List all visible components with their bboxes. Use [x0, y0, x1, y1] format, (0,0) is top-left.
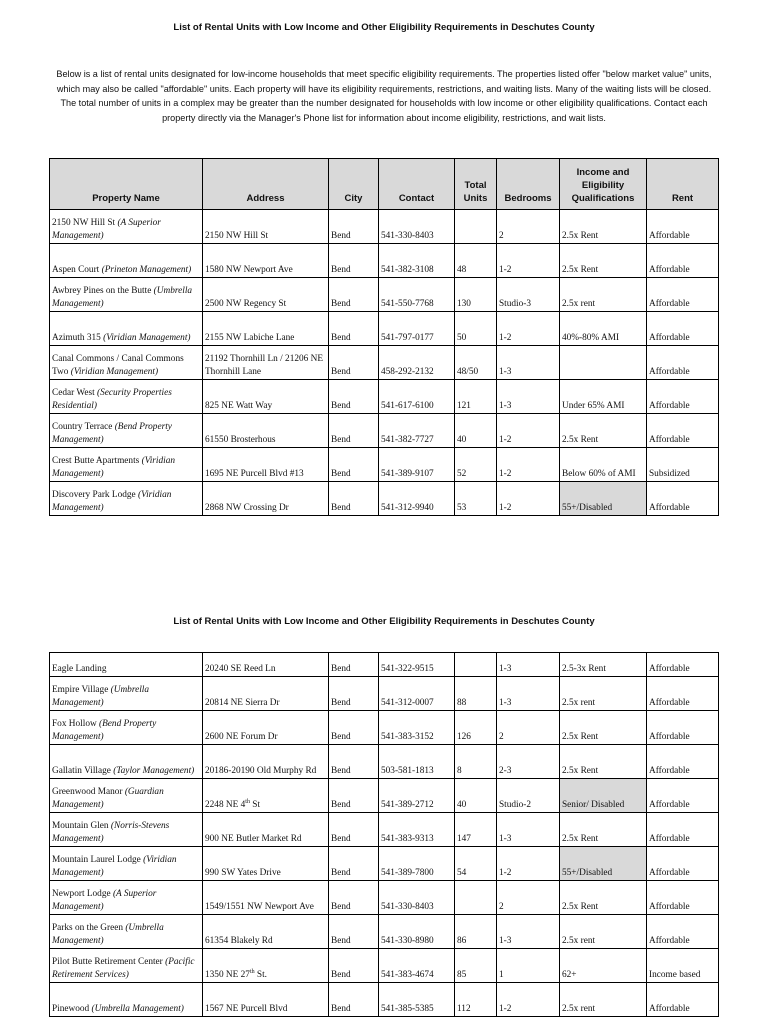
bedrooms-cell: 1-2	[497, 482, 560, 516]
address-cell	[203, 278, 329, 312]
contact-cell: 541-389-9107	[379, 448, 455, 482]
city-cell: Bend	[329, 278, 379, 312]
qualifications-cell: 55+/Disabled	[560, 482, 647, 516]
qualifications-cell: 2.5x Rent	[560, 711, 647, 745]
property-name: Newport Lodge	[52, 889, 111, 899]
management-company: (Bend Property Management)	[52, 719, 157, 742]
qualifications-cell: 2.5x rent	[560, 915, 647, 949]
property-name: 2150 NW Hill St	[52, 218, 116, 228]
units-cell: 147	[455, 813, 497, 847]
management-company: (Pacific Retirement Services)	[52, 957, 195, 980]
address-cell	[203, 677, 329, 711]
bedrooms-cell: 1-2	[497, 414, 560, 448]
table-row	[50, 711, 719, 745]
address-text: 990 SW Yates Drive	[205, 868, 281, 878]
table-row	[50, 312, 719, 346]
qualifications-cell	[560, 346, 647, 380]
contact-cell: 541-550-7768	[379, 278, 455, 312]
property-name: Canal Commons / Canal Commons Two	[52, 354, 184, 377]
table-row	[50, 414, 719, 448]
property-name-cell	[50, 847, 203, 881]
property-name-cell	[50, 881, 203, 915]
contact-cell: 458-292-2132	[379, 346, 455, 380]
contact-cell: 541-330-8403	[379, 210, 455, 244]
bedrooms-cell: 2	[497, 711, 560, 745]
contact-cell: 541-617-6100	[379, 380, 455, 414]
bedrooms-cell: 1-3	[497, 653, 560, 677]
property-name: Pilot Butte Retirement Center	[52, 957, 163, 967]
units-cell: 130	[455, 278, 497, 312]
table-row	[50, 653, 719, 677]
property-name: Empire Village	[52, 685, 109, 695]
address-cell	[203, 653, 329, 677]
city-cell: Bend	[329, 448, 379, 482]
units-cell: 85	[455, 949, 497, 983]
city-cell: Bend	[329, 414, 379, 448]
rent-cell: Affordable	[647, 983, 719, 1017]
table-row	[50, 278, 719, 312]
table-row	[50, 745, 719, 779]
address-text: 20814 NE Sierra Dr	[205, 698, 280, 708]
contact-cell: 541-383-9313	[379, 813, 455, 847]
address-cell	[203, 779, 329, 813]
management-company: (Guardian Management)	[52, 787, 164, 810]
bedrooms-cell: 1-2	[497, 312, 560, 346]
qualifications-cell: 2.5x Rent	[560, 745, 647, 779]
units-cell	[455, 653, 497, 677]
units-cell: 112	[455, 983, 497, 1017]
table-row	[50, 813, 719, 847]
address-text: 2600 NE Forum Dr	[205, 732, 278, 742]
contact-cell: 541-322-9515	[379, 653, 455, 677]
management-company: (Norris-Stevens Management)	[52, 821, 170, 844]
address-cell	[203, 346, 329, 380]
management-company: (Taylor Management)	[113, 766, 195, 776]
rent-cell: Income based	[647, 949, 719, 983]
units-cell: 126	[455, 711, 497, 745]
intro-paragraph: Below is a list of rental units designated for low-income households that meet specific eligibility requirements. The properties listed offer "below market value" units, which may also be called "affordable" units. Each property will have its eligibility requirements, restrictions, and waiting lists. Many of the waiting lists will be closed. The total number of units in a complex may be greater than the number designated for households with low income or other eligibility qualifications. Contact each property directly via the Manager's Phone list for information about income eligibility, restrictions, and wait lists.	[56, 69, 712, 123]
table-row	[50, 915, 719, 949]
city-cell: Bend	[329, 983, 379, 1017]
units-cell: 86	[455, 915, 497, 949]
city-cell: Bend	[329, 653, 379, 677]
bedrooms-cell: 1-2	[497, 847, 560, 881]
rental-table-page-1	[49, 158, 719, 516]
city-cell: Bend	[329, 779, 379, 813]
table-row	[50, 949, 719, 983]
qualifications-cell: Below 60% of AMI	[560, 448, 647, 482]
document-title-repeat: List of Rental Units with Low Income and Other Eligibility Requirements in Deschutes County	[173, 616, 595, 627]
header-units: Total Units	[455, 159, 497, 210]
units-cell: 53	[455, 482, 497, 516]
city-cell: Bend	[329, 677, 379, 711]
city-cell: Bend	[329, 244, 379, 278]
units-cell: 54	[455, 847, 497, 881]
table-row	[50, 779, 719, 813]
rent-cell: Affordable	[647, 482, 719, 516]
management-company: (Bend Property Management)	[52, 422, 172, 445]
property-name: Country Terrace	[52, 422, 113, 432]
rent-cell: Subsidized	[647, 448, 719, 482]
address-cell	[203, 210, 329, 244]
property-name-cell	[50, 983, 203, 1017]
address-cell	[203, 414, 329, 448]
qualifications-cell: 2.5x Rent	[560, 210, 647, 244]
bedrooms-cell: 1	[497, 949, 560, 983]
address-text: 900 NE Butler Market Rd	[205, 834, 302, 844]
qualifications-cell: 2.5x Rent	[560, 244, 647, 278]
property-name: Fox Hollow	[52, 719, 97, 729]
rent-cell: Affordable	[647, 312, 719, 346]
bedrooms-cell: 1-3	[497, 346, 560, 380]
rent-cell: Affordable	[647, 779, 719, 813]
contact-cell: 541-385-5385	[379, 983, 455, 1017]
address-text: 2500 NW Regency St	[205, 299, 287, 309]
address-cell	[203, 983, 329, 1017]
table-row	[50, 482, 719, 516]
qualifications-cell: 2.5x Rent	[560, 414, 647, 448]
rent-cell: Affordable	[647, 745, 719, 779]
property-name-cell	[50, 949, 203, 983]
address-cell	[203, 745, 329, 779]
address-text: 1695 NE Purcell Blvd #13	[205, 469, 304, 479]
units-cell: 40	[455, 414, 497, 448]
property-name: Crest Butte Apartments	[52, 456, 140, 466]
address-text: 61550 Brosterhous	[205, 435, 276, 445]
address-text: 1350 NE 27	[205, 970, 250, 980]
table-header-row	[50, 159, 719, 210]
property-name-cell	[50, 346, 203, 380]
table-row	[50, 847, 719, 881]
units-cell: 8	[455, 745, 497, 779]
units-cell: 52	[455, 448, 497, 482]
bedrooms-cell: Studio-3	[497, 278, 560, 312]
bedrooms-cell: 1-2	[497, 244, 560, 278]
address-text: 2150 NW Hill St	[205, 231, 269, 241]
table-row	[50, 983, 719, 1017]
units-cell: 121	[455, 380, 497, 414]
document-title: List of Rental Units with Low Income and Other Eligibility Requirements in Deschutes County	[173, 22, 595, 33]
property-name-cell	[50, 779, 203, 813]
management-company: (Viridian Management)	[52, 490, 172, 513]
property-name: Mountain Glen	[52, 821, 109, 831]
rent-cell: Affordable	[647, 677, 719, 711]
rent-cell: Affordable	[647, 380, 719, 414]
management-company: (Viridian Management)	[70, 367, 159, 377]
address-cell	[203, 847, 329, 881]
property-name-cell	[50, 745, 203, 779]
city-cell: Bend	[329, 346, 379, 380]
address-text: 1580 NW Newport Ave	[205, 265, 293, 275]
property-name-cell	[50, 244, 203, 278]
bedrooms-cell: 2-3	[497, 745, 560, 779]
table-row	[50, 380, 719, 414]
city-cell: Bend	[329, 847, 379, 881]
header-city: City	[329, 159, 379, 210]
address-text: 20240 SE Reed Ln	[205, 664, 276, 674]
table-row	[50, 881, 719, 915]
bedrooms-cell: 1-3	[497, 813, 560, 847]
header-rent: Rent	[647, 159, 719, 210]
units-cell: 48/50	[455, 346, 497, 380]
address-text: 20186-20190 Old Murphy Rd	[205, 766, 317, 776]
property-name: Eagle Landing	[52, 664, 107, 674]
contact-cell: 541-797-0177	[379, 312, 455, 346]
address-ordinal: th	[245, 798, 250, 805]
property-name: Awbrey Pines on the Butte	[52, 286, 152, 296]
contact-cell: 541-382-3108	[379, 244, 455, 278]
qualifications-cell: 2.5-3x Rent	[560, 653, 647, 677]
rent-cell: Affordable	[647, 278, 719, 312]
contact-cell: 541-382-7727	[379, 414, 455, 448]
address-cell	[203, 312, 329, 346]
management-company: (Viridian Management)	[103, 333, 191, 343]
bedrooms-cell: Studio-2	[497, 779, 560, 813]
address-cell	[203, 711, 329, 745]
city-cell: Bend	[329, 813, 379, 847]
property-name: Parks on the Green	[52, 923, 123, 933]
property-name: Azimuth 315	[52, 333, 101, 343]
management-company: (A Superior Management)	[52, 218, 161, 241]
city-cell: Bend	[329, 482, 379, 516]
property-name-cell	[50, 210, 203, 244]
units-cell: 48	[455, 244, 497, 278]
qualifications-cell: 2.5x rent	[560, 278, 647, 312]
property-name-cell	[50, 711, 203, 745]
address-text: 1567 NE Purcell Blvd	[205, 1004, 288, 1014]
management-company: (Umbrella Management)	[52, 923, 164, 946]
address-cell	[203, 482, 329, 516]
address-text: 1549/1551 NW Newport Ave	[205, 902, 314, 912]
property-name-cell	[50, 813, 203, 847]
city-cell: Bend	[329, 210, 379, 244]
property-name: Greenwood Manor	[52, 787, 123, 797]
property-name: Mountain Laurel Lodge	[52, 855, 141, 865]
rent-cell: Affordable	[647, 346, 719, 380]
rent-cell: Affordable	[647, 881, 719, 915]
table-row	[50, 244, 719, 278]
management-company: (Viridian Management)	[52, 855, 177, 878]
qualifications-cell: 62+	[560, 949, 647, 983]
units-cell	[455, 210, 497, 244]
address-text: 2155 NW Labiche Lane	[205, 333, 295, 343]
units-cell: 50	[455, 312, 497, 346]
qualifications-cell: Under 65% AMI	[560, 380, 647, 414]
property-name-cell	[50, 448, 203, 482]
header-property: Property Name	[50, 159, 203, 210]
rent-cell: Affordable	[647, 414, 719, 448]
property-name-cell	[50, 278, 203, 312]
contact-cell: 541-389-7800	[379, 847, 455, 881]
qualifications-cell: 2.5x Rent	[560, 881, 647, 915]
qualifications-cell: 2.5x rent	[560, 983, 647, 1017]
units-cell: 40	[455, 779, 497, 813]
address-cell	[203, 915, 329, 949]
property-name-cell	[50, 414, 203, 448]
table-row	[50, 677, 719, 711]
property-name: Cedar West	[52, 388, 95, 398]
contact-cell: 541-330-8403	[379, 881, 455, 915]
contact-cell: 541-312-9940	[379, 482, 455, 516]
management-company: (Umbrella Management)	[52, 685, 150, 708]
address-tail: St	[249, 800, 261, 810]
units-cell	[455, 881, 497, 915]
qualifications-cell: Senior/ Disabled	[560, 779, 647, 813]
address-ordinal: th	[249, 968, 255, 975]
property-name: Discovery Park Lodge	[52, 490, 136, 500]
management-company: (Prineton Management)	[101, 265, 192, 275]
table-row	[50, 448, 719, 482]
address-cell	[203, 881, 329, 915]
address-text: 825 NE Watt Way	[205, 401, 273, 411]
bedrooms-cell: 1-3	[497, 915, 560, 949]
rental-table-page-2	[49, 652, 719, 1017]
rent-cell: Affordable	[647, 244, 719, 278]
bedrooms-cell: 2	[497, 210, 560, 244]
property-name-cell	[50, 312, 203, 346]
management-company: (Security Properties Residential)	[52, 388, 172, 411]
header-contact: Contact	[379, 159, 455, 210]
property-name-cell	[50, 482, 203, 516]
rent-cell: Affordable	[647, 847, 719, 881]
qualifications-cell: 55+/Disabled	[560, 847, 647, 881]
address-cell	[203, 949, 329, 983]
qualifications-cell: 2.5x rent	[560, 677, 647, 711]
table-row	[50, 346, 719, 380]
address-text: 2248 NE 4	[205, 800, 246, 810]
address-cell	[203, 813, 329, 847]
qualifications-cell: 40%-80% AMI	[560, 312, 647, 346]
header-bedrooms: Bedrooms	[497, 159, 560, 210]
rent-cell: Affordable	[647, 813, 719, 847]
address-text: 61354 Blakely Rd	[205, 936, 273, 946]
management-company: (Umbrella Management)	[91, 1004, 184, 1014]
header-qualifications: Income and Eligibility Qualifications	[560, 159, 647, 210]
property-name-cell	[50, 915, 203, 949]
address-cell	[203, 448, 329, 482]
rent-cell: Affordable	[647, 653, 719, 677]
contact-cell: 503-581-1813	[379, 745, 455, 779]
address-cell	[203, 380, 329, 414]
bedrooms-cell: 1-2	[497, 983, 560, 1017]
management-company: (Viridian Management)	[52, 456, 176, 479]
address-tail: St.	[254, 970, 268, 980]
qualifications-cell: 2.5x Rent	[560, 813, 647, 847]
city-cell: Bend	[329, 949, 379, 983]
city-cell: Bend	[329, 380, 379, 414]
property-name: Aspen Court	[52, 265, 100, 275]
rent-cell: Affordable	[647, 711, 719, 745]
property-name: Gallatin Village	[52, 766, 111, 776]
rent-cell: Affordable	[647, 915, 719, 949]
address-cell	[203, 244, 329, 278]
contact-cell: 541-389-2712	[379, 779, 455, 813]
address-text: 2868 NW Crossing Dr	[205, 503, 289, 513]
property-name-cell	[50, 677, 203, 711]
management-company: (Umbrella Management)	[52, 286, 193, 309]
rent-cell: Affordable	[647, 210, 719, 244]
city-cell: Bend	[329, 312, 379, 346]
property-name-cell	[50, 653, 203, 677]
address-text: 21192 Thornhill Ln / 21206 NE Thornhill Lane	[205, 354, 324, 377]
property-name-cell	[50, 380, 203, 414]
city-cell: Bend	[329, 881, 379, 915]
city-cell: Bend	[329, 745, 379, 779]
contact-cell: 541-312-0007	[379, 677, 455, 711]
contact-cell: 541-330-8980	[379, 915, 455, 949]
property-name: Pinewood	[52, 1004, 90, 1014]
header-address: Address	[203, 159, 329, 210]
bedrooms-cell: 1-2	[497, 448, 560, 482]
city-cell: Bend	[329, 711, 379, 745]
bedrooms-cell: 1-3	[497, 380, 560, 414]
city-cell: Bend	[329, 915, 379, 949]
table-row	[50, 210, 719, 244]
contact-cell: 541-383-3152	[379, 711, 455, 745]
bedrooms-cell: 2	[497, 881, 560, 915]
contact-cell: 541-383-4674	[379, 949, 455, 983]
units-cell: 88	[455, 677, 497, 711]
bedrooms-cell: 1-3	[497, 677, 560, 711]
management-company: (A Superior Management)	[52, 889, 157, 912]
